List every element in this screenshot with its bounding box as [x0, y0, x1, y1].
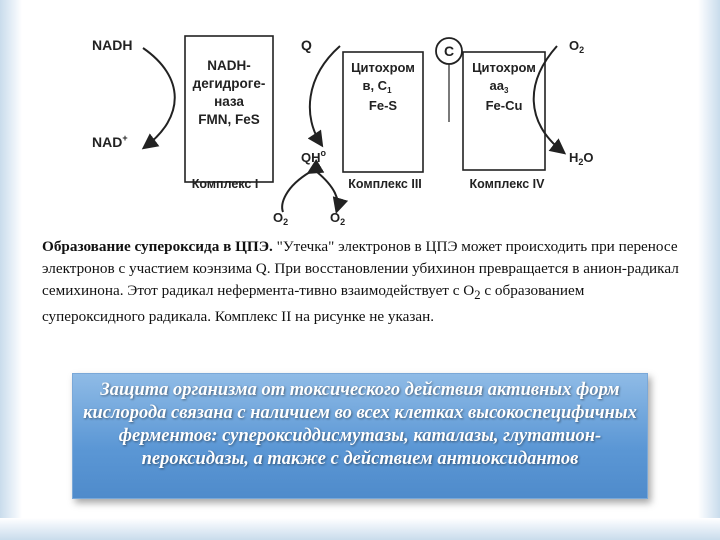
- nadh-label: NADH: [92, 37, 133, 53]
- slide-frame-left: [0, 0, 22, 540]
- complex-3-line-1: Цитохром: [351, 60, 415, 75]
- o2-right-label: $O_2$: [569, 38, 585, 55]
- complex-4-line-1: Цитохром: [472, 60, 536, 75]
- complex-1-label: Комплекс I: [191, 177, 259, 191]
- complex-1-line-4: FMN, FeS: [198, 112, 260, 127]
- o2-left-label: $O_2$: [273, 210, 289, 227]
- complex-1-line-1: NADH-: [207, 58, 251, 73]
- complex-4-line-2: $аа_3$: [489, 78, 509, 95]
- complex-4-line-3: Fe-Cu: [485, 98, 523, 113]
- complex-4-label: Комплекс IV: [469, 177, 545, 191]
- caption-text-1: "Утечка" электронов в ЦПЭ может происходить при переносе электронов с участием коэнзима Q. При восстановлении убихинон превращается в анион-радикал семихинона. Этот радикал нефермента-тивно взаимодействует с O: [42, 238, 679, 299]
- cytochrome-c-label: C: [443, 43, 455, 59]
- h2o-label: $H_2O$: [569, 150, 594, 167]
- caption-title: Образование супероксида в ЦПЭ.: [42, 238, 273, 255]
- slide-frame-right: [698, 0, 720, 540]
- complex-3-label: Комплекс III: [348, 177, 422, 191]
- o2-mid-label: $O_2$: [330, 210, 346, 227]
- complex-3-line-2: в, $С_1$: [362, 78, 392, 95]
- caption-text-2: с образованием супероксидного радикала. Комплекс II на рисунке не указан.: [42, 282, 585, 326]
- complex-1-line-3: наза: [214, 94, 244, 109]
- nad-plus-label: NAD+: [92, 133, 128, 150]
- slide-frame-bottom: [0, 518, 720, 540]
- qh-label: $QH^o$: [301, 148, 326, 165]
- callout-text: Защита организма от токсического действия активных форм кислорода связана с наличием во всех клетках высокоспецифичных ферментов: супероксиддисмутазы, каталазы, глутатион-пероксидазы, а также с действием антиоксидантов: [83, 380, 637, 469]
- complex-1-line-2: дегидроге-: [192, 76, 266, 91]
- q-label: Q: [301, 37, 312, 53]
- complex-3-line-3: Fe-S: [368, 98, 398, 113]
- caption-subscript: 2: [474, 288, 481, 303]
- electron-transport-chain-diagram: [85, 22, 605, 230]
- antioxidant-callout-box: [72, 373, 648, 499]
- figure-caption: [42, 236, 682, 328]
